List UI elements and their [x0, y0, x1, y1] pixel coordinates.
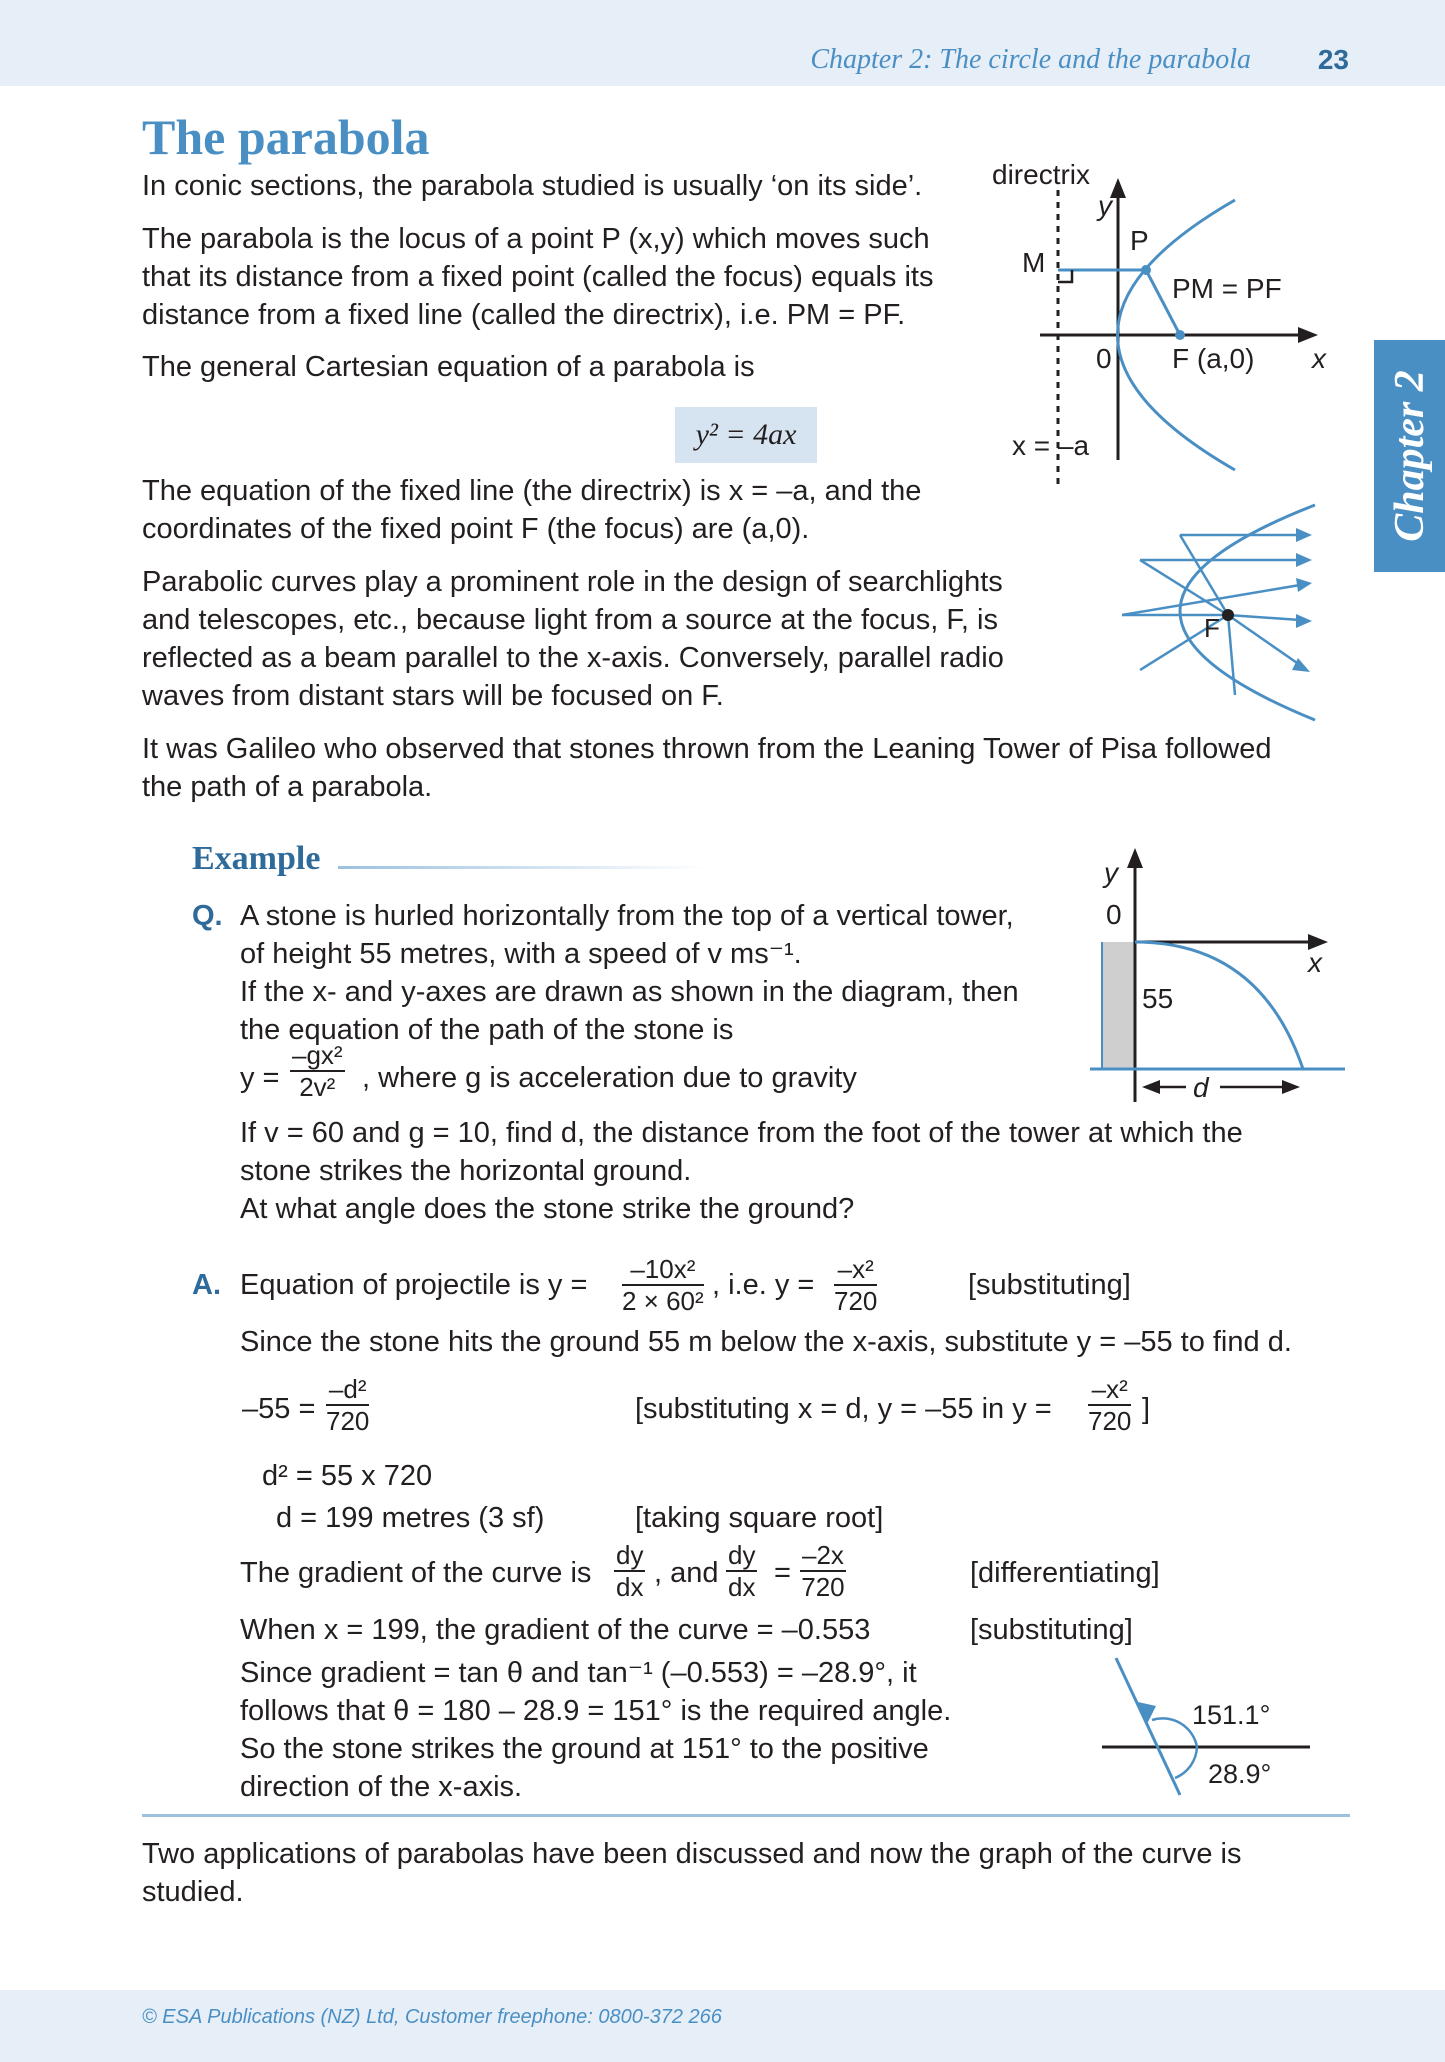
diagram1-y-label: y	[1098, 190, 1112, 221]
closing-line-2: studied.	[142, 1876, 244, 1908]
answer-line-1-mid: , i.e. y =	[712, 1269, 815, 1301]
intro-paragraph: In conic sections, the parabola studied is usually ‘on its side’.	[142, 170, 923, 202]
example-end-rule	[142, 1814, 1350, 1817]
origin-label: 0	[1096, 343, 1112, 374]
answer-marker: A.	[192, 1269, 221, 1301]
answer-note-fraction: $\frac{\text{–x²}}{720}$	[1088, 1374, 1132, 1436]
answer-line-6: The gradient of the curve is	[240, 1557, 592, 1589]
question-marker: Q.	[192, 900, 223, 932]
locus-line-3: distance from a fixed line (called the directrix), i.e. PM = PF.	[142, 299, 906, 331]
tower	[1102, 942, 1135, 1069]
acute-angle-label: 28.9°	[1208, 1759, 1272, 1789]
footer-copyright: © ESA Publications (NZ) Ltd, Customer freephone: 0800-372 266	[142, 2006, 722, 2028]
parabola-directrix-diagram	[980, 150, 1350, 490]
directrix-eq-label: x = –a	[1012, 430, 1090, 461]
question-line-6: stone strikes the horizontal ground.	[240, 1155, 692, 1187]
answer-line-2: Since the stone hits the ground 55 m below the x-axis, substitute y = –55 to find d.	[240, 1326, 1292, 1358]
answer-line-6-and: , and	[654, 1557, 719, 1589]
general-equation-text: The general Cartesian equation of a parabola is	[142, 351, 755, 383]
tower-y-label: y	[1104, 857, 1118, 888]
directrix-line-2: coordinates of the fixed point F (the focus) are (a,0).	[142, 513, 810, 545]
directrix-label: directrix	[992, 159, 1091, 190]
answer-note-3: [substituting x = d, y = –55 in y =	[635, 1393, 1052, 1425]
answer-fraction-2: $\frac{\text{–x²}}{720}$	[834, 1254, 878, 1316]
answer-line-7: When x = 199, the gradient of the curve = –0.553	[240, 1614, 871, 1646]
tower-origin-label: 0	[1106, 899, 1122, 930]
answer-line-10: So the stone strikes the ground at 151° to the positive	[240, 1733, 929, 1765]
question-line-2: of height 55 metres, with a speed of v ms⁻¹.	[240, 938, 802, 970]
answer-line-9: follows that θ = 180 – 28.9 = 151° is the required angle.	[240, 1695, 952, 1727]
section-title: The parabola	[142, 109, 430, 165]
p-label: P	[1130, 225, 1149, 256]
acute-angle-arc	[1175, 1747, 1197, 1778]
m-label: M	[1022, 247, 1046, 278]
diagram1-x-label: x	[1312, 343, 1326, 374]
answer-line-3-lhs: –55 =	[242, 1393, 316, 1425]
path-eq-fraction: $\frac{\text{–gx²}}{\text{2v²}}$	[292, 1040, 343, 1102]
answer-fraction-6: $\frac{-2x}{720}$	[801, 1540, 845, 1602]
obtuse-angle-label: 151.1°	[1192, 1700, 1271, 1730]
d-label: d	[1193, 1072, 1209, 1103]
reflector-curve	[1180, 505, 1315, 720]
path-eq-rest: , where g is acceleration due to gravity	[362, 1062, 857, 1094]
searchlight-line-1: Parabolic curves play a prominent role in the design of searchlights	[142, 566, 1003, 598]
reflector-focus-label: F	[1204, 613, 1220, 643]
answer-note-6: [differentiating]	[970, 1557, 1160, 1589]
searchlight-line-3: reflected as a beam parallel to the x-axis. Conversely, parallel radio	[142, 642, 1004, 674]
question-line-1: A stone is hurled horizontally from the top of a vertical tower,	[240, 900, 1014, 932]
tower-diagram	[1090, 842, 1360, 1112]
chapter-tab-label: Chapter 2	[1386, 370, 1433, 542]
tower-x-label: x	[1308, 947, 1322, 978]
impact-direction-line	[1116, 1658, 1180, 1795]
question-line-5: If v = 60 and g = 10, find d, the distance from the foot of the tower at which the	[240, 1117, 1243, 1149]
general-equation: y² = 4ax	[675, 407, 817, 463]
right-angle-mark	[1058, 270, 1072, 282]
searchlight-line-2: and telescopes, etc., because light from a source at the focus, F, is	[142, 604, 998, 636]
example-title: Example	[192, 840, 321, 877]
point-p	[1141, 265, 1151, 275]
x-axis-arrow	[1298, 327, 1318, 343]
answer-line-8: Since gradient = tan θ and tan⁻¹ (–0.553) = –28.9°, it	[240, 1657, 917, 1689]
reflector-focus-point	[1222, 609, 1234, 621]
galileo-line-1: It was Galileo who observed that stones thrown from the Leaning Tower of Pisa followed	[142, 733, 1272, 765]
locus-line-1: The parabola is the locus of a point P (x,y) which moves such	[142, 223, 930, 255]
closing-line-1: Two applications of parabolas have been discussed and now the graph of the curve is	[142, 1838, 1242, 1870]
answer-note-7: [substituting]	[970, 1614, 1133, 1646]
searchlight-line-4: waves from distant stars will be focused on F.	[142, 680, 724, 712]
angle-diagram	[1100, 1650, 1350, 1800]
answer-fraction-3: $\frac{\text{–d²}}{720}$	[326, 1374, 370, 1436]
path-eq-lhs: y =	[240, 1062, 280, 1094]
running-header: Chapter 2: The circle and the parabola	[810, 44, 1251, 75]
answer-note-3-end: ]	[1142, 1393, 1151, 1425]
answer-line-4: d² = 55 x 720	[262, 1460, 433, 1492]
answer-line-6-eq: =	[774, 1557, 791, 1589]
y-axis-arrow	[1110, 178, 1126, 198]
obtuse-angle-arc	[1152, 1718, 1197, 1747]
relation-label: PM = PF	[1172, 273, 1282, 304]
chapter-tab	[1374, 340, 1445, 572]
tower-height-label: 55	[1142, 983, 1174, 1014]
answer-line-5: d = 199 metres (3 sf)	[276, 1502, 545, 1534]
question-line-4: the equation of the path of the stone is	[240, 1014, 734, 1046]
point-f	[1175, 330, 1185, 340]
question-line-7: At what angle does the stone strike the ground?	[240, 1193, 855, 1225]
galileo-line-2: the path of a parabola.	[142, 771, 433, 803]
directrix-line-1: The equation of the fixed line (the directrix) is x = –a, and the	[142, 475, 922, 507]
locus-line-2: that its distance from a fixed point (called the focus) equals its	[142, 261, 934, 293]
question-line-3: If the x- and y-axes are drawn as shown in the diagram, then	[240, 976, 1019, 1008]
answer-dydx-2: $\frac{dy}{dx}$	[728, 1540, 756, 1602]
reflector-diagram	[1100, 500, 1330, 730]
answer-note-1: [substituting]	[968, 1269, 1131, 1301]
answer-fraction-1: $\frac{\text{–10x²}}{\text{2 × 60²}}$	[622, 1254, 704, 1316]
focus-label: F (a,0)	[1172, 343, 1255, 374]
example-rule	[338, 866, 708, 869]
page-number: 23	[1317, 44, 1349, 75]
answer-note-5: [taking square root]	[635, 1502, 884, 1534]
answer-dydx-1: $\frac{dy}{dx}$	[616, 1540, 644, 1602]
answer-line-1: Equation of projectile is y =	[240, 1269, 588, 1301]
answer-line-11: direction of the x-axis.	[240, 1771, 523, 1803]
